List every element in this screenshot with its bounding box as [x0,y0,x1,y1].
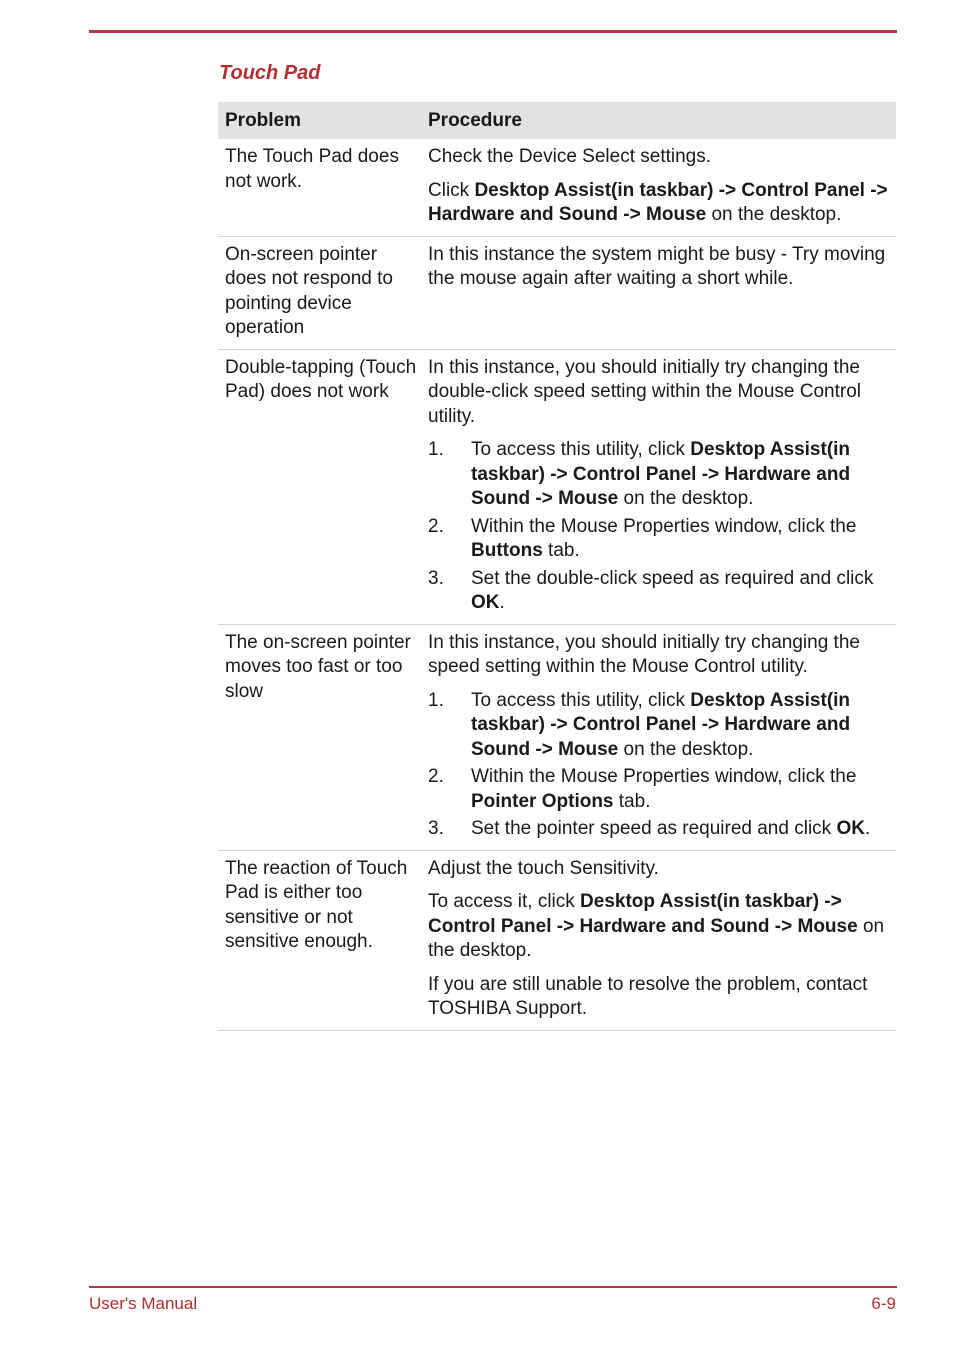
table-row [218,851,896,1031]
procedure-paragraph: To access it, click Desktop Assist(in taskbar) -> Control Panel -> Hardware and Sound -> Mouse on the desktop. [428,891,885,961]
top-rule [89,30,897,33]
procedure-steps [428,438,892,616]
problem-cell: On-screen pointer does not respond to pointing device operation [225,243,393,338]
step-item: 2. Within the Mouse Properties window, click the Buttons tab. [428,515,857,561]
procedure-cell [422,631,896,842]
problem-cell: Double-tapping (Touch Pad) does not work [225,356,417,402]
step-item: 1. To access this utility, click Desktop Assist(in taskbar) -> Control Panel -> Hardware and Sound -> Mouse on the desktop. [428,439,851,509]
step-item: 3. Set the pointer speed as required and click OK. [428,818,871,839]
footer-manual-title: User's Manual [89,1294,198,1313]
step-item: 3. Set the double-click speed as required and click OK. [428,567,874,613]
procedure-cell [422,356,896,616]
table-header [218,102,896,139]
procedure-paragraph: If you are still unable to resolve the problem, contact TOSHIBA Support. [428,973,868,1019]
procedure-paragraph: Click Desktop Assist(in taskbar) -> Control Panel -> Hardware and Sound -> Mouse on the desktop. [428,179,888,225]
table-row [218,625,896,851]
table-row [218,350,896,625]
procedure-steps [428,689,892,842]
procedure-paragraph: In this instance the system might be busy - Try moving the mouse again after waiting a short while. [428,243,886,289]
table-row [218,237,896,350]
section-title: Touch Pad [219,62,321,84]
problem-cell: The on-screen pointer moves too fast or too slow [225,631,411,702]
header-procedure: Procedure [428,109,522,131]
footer-page-number: 6-9 [871,1294,896,1313]
procedure-paragraph: Check the Device Select settings. [428,146,712,167]
procedure-intro: In this instance, you should initially try changing the double-click speed setting within the Mouse Control utility. [428,356,862,427]
problem-cell: The Touch Pad does not work. [225,146,399,192]
procedure-paragraph: Adjust the touch Sensitivity. [428,857,659,879]
bottom-rule [89,1286,897,1288]
table-row [218,139,896,237]
troubleshooting-table [218,102,896,1031]
step-item: 1. To access this utility, click Desktop Assist(in taskbar) -> Control Panel -> Hardware and Sound -> Mouse on the desktop. [428,689,851,760]
header-problem: Problem [225,109,302,131]
procedure-intro: In this instance, you should initially try changing the speed setting within the Mouse Control utility. [428,631,860,677]
problem-cell: The reaction of Touch Pad is either too sensitive or not sensitive enough. [225,857,408,952]
step-item: 2. Within the Mouse Properties window, click the Pointer Options tab. [428,766,857,812]
procedure-cell [422,145,896,228]
procedure-cell [422,857,896,1022]
procedure-cell [422,243,896,341]
